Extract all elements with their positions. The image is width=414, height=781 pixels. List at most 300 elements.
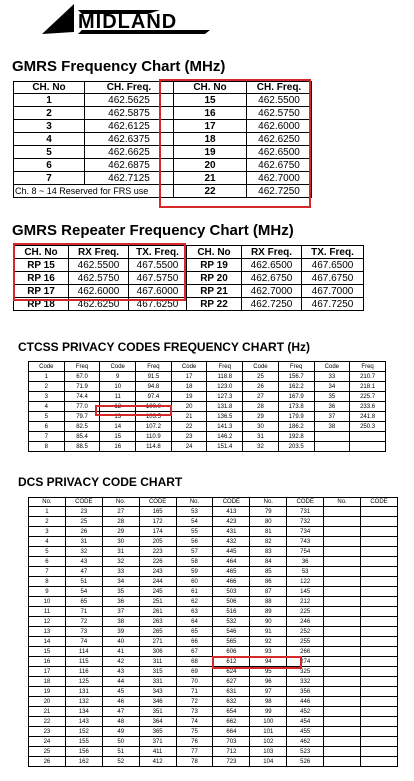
table-cell: 136.5 xyxy=(207,412,243,422)
table-cell xyxy=(324,687,361,697)
table-cell: 2 xyxy=(29,517,66,527)
table-row xyxy=(14,259,364,272)
table-cell xyxy=(314,442,350,452)
table-cell: 107.2 xyxy=(136,422,172,432)
table-cell: 18 xyxy=(29,677,66,687)
table-row xyxy=(29,717,398,727)
column-header: CH. No xyxy=(14,82,85,94)
repeater-title: GMRS Repeater Frequency Chart (MHz) xyxy=(12,222,294,239)
table-cell: 67 xyxy=(176,647,213,657)
table-cell xyxy=(361,617,398,627)
table-cell: 1 xyxy=(29,372,65,382)
table-cell: 411 xyxy=(139,747,176,757)
table-row xyxy=(29,607,398,617)
table-cell: 145 xyxy=(287,587,324,597)
table-cell xyxy=(361,757,398,767)
table-cell: 87 xyxy=(250,587,287,597)
table-cell xyxy=(324,587,361,597)
column-header: CODE xyxy=(139,498,176,507)
table-cell: 35 xyxy=(102,587,139,597)
table-cell: 462.5500 xyxy=(247,94,312,107)
table-cell: 29 xyxy=(243,412,279,422)
table-cell xyxy=(324,627,361,637)
table-cell: 462.6875 xyxy=(85,159,174,172)
table-row xyxy=(29,517,398,527)
table-cell: 516 xyxy=(213,607,250,617)
table-row xyxy=(29,587,398,597)
table-cell xyxy=(314,432,350,442)
table-cell: 6 xyxy=(29,422,65,432)
table-cell: 44 xyxy=(102,677,139,687)
table-cell: 85.4 xyxy=(64,432,100,442)
table-cell: 46 xyxy=(102,697,139,707)
table-row xyxy=(14,285,364,298)
table-cell: 63 xyxy=(176,607,213,617)
table-cell: 226 xyxy=(139,557,176,567)
table-cell: RP 18 xyxy=(14,298,69,311)
table-cell: 73 xyxy=(65,627,102,637)
table-cell: 49 xyxy=(102,727,139,737)
column-header: TX. Freq. xyxy=(302,246,364,259)
table-cell: 462.7250 xyxy=(247,185,312,198)
table-cell: 5 xyxy=(29,412,65,422)
table-cell: 59 xyxy=(176,567,213,577)
table-cell xyxy=(361,537,398,547)
table-cell: 37 xyxy=(102,607,139,617)
table-row xyxy=(29,667,398,677)
table-cell: 1 xyxy=(14,94,85,107)
table-cell: 467.6750 xyxy=(302,272,364,285)
table-cell: 82.5 xyxy=(64,422,100,432)
table-cell: 19 xyxy=(171,392,207,402)
table-cell: 455 xyxy=(287,727,324,737)
table-cell: 454 xyxy=(287,717,324,727)
table-row xyxy=(29,707,398,717)
table-row xyxy=(29,547,398,557)
table-cell: 86 xyxy=(250,577,287,587)
table-cell: 255 xyxy=(287,637,324,647)
table-cell: 664 xyxy=(213,727,250,737)
table-cell: 263 xyxy=(139,617,176,627)
table-cell: 15 xyxy=(174,94,247,107)
table-cell: 311 xyxy=(139,657,176,667)
table-cell: 174 xyxy=(139,527,176,537)
table-cell: 467.6000 xyxy=(129,285,187,298)
table-cell: 203.5 xyxy=(278,442,314,452)
table-cell: 7 xyxy=(14,172,85,185)
table-cell: 26 xyxy=(243,382,279,392)
table-cell: 26 xyxy=(29,757,66,767)
table-row xyxy=(29,412,386,422)
table-cell: 218.1 xyxy=(350,382,386,392)
table-cell xyxy=(361,717,398,727)
table-cell xyxy=(361,747,398,757)
table-cell xyxy=(324,637,361,647)
column-header: Freq xyxy=(207,362,243,372)
table-cell: 27 xyxy=(102,507,139,517)
column-header: No. xyxy=(176,498,213,507)
table-cell xyxy=(361,727,398,737)
table-cell: 462.5500 xyxy=(69,259,129,272)
table-cell: 36 xyxy=(314,402,350,412)
table-cell: 23 xyxy=(171,432,207,442)
table-cell: 11 xyxy=(100,392,136,402)
table-cell: 325 xyxy=(287,667,324,677)
table-cell: 116 xyxy=(65,667,102,677)
table-row xyxy=(14,107,312,120)
table-cell: 179.9 xyxy=(278,412,314,422)
column-header: Code xyxy=(243,362,279,372)
table-cell: 13 xyxy=(100,412,136,422)
table-cell: 43 xyxy=(102,667,139,677)
table-cell: 28 xyxy=(102,517,139,527)
logo-text: MIDLAND xyxy=(78,11,178,33)
table-cell: 315 xyxy=(139,667,176,677)
table-cell: 241.8 xyxy=(350,412,386,422)
table-cell: 20 xyxy=(171,402,207,412)
table-cell xyxy=(350,432,386,442)
table-cell: 631 xyxy=(213,687,250,697)
column-header: Freq xyxy=(64,362,100,372)
table-cell: 95 xyxy=(250,667,287,677)
table-cell xyxy=(361,577,398,587)
table-cell: 23 xyxy=(29,727,66,737)
column-header: No. xyxy=(250,498,287,507)
table-cell: 38 xyxy=(102,617,139,627)
table-cell: 462.5750 xyxy=(247,107,312,120)
table-cell: 88 xyxy=(250,597,287,607)
table-cell: RP 21 xyxy=(187,285,242,298)
table-cell xyxy=(361,607,398,617)
table-cell: 462.6625 xyxy=(85,146,174,159)
table-row xyxy=(29,677,398,687)
table-cell: 546 xyxy=(213,627,250,637)
repeater-frequency-table xyxy=(13,245,364,311)
column-header: Freq xyxy=(350,362,386,372)
table-cell: 9 xyxy=(100,372,136,382)
table-row xyxy=(29,617,398,627)
table-cell: 1 xyxy=(29,507,66,517)
table-cell: 371 xyxy=(139,737,176,747)
table-cell: 8 xyxy=(29,442,65,452)
table-cell xyxy=(361,667,398,677)
table-cell: 22 xyxy=(174,185,247,198)
table-cell: 462.5875 xyxy=(85,107,174,120)
table-cell: 332 xyxy=(287,677,324,687)
table-row xyxy=(14,172,312,185)
header-row xyxy=(14,82,312,94)
table-cell xyxy=(361,707,398,717)
table-cell: 69 xyxy=(176,667,213,677)
table-cell: 210.7 xyxy=(350,372,386,382)
table-cell: 24 xyxy=(29,737,66,747)
table-cell: 25 xyxy=(65,517,102,527)
table-cell: 712 xyxy=(213,747,250,757)
table-cell: 346 xyxy=(139,697,176,707)
table-cell xyxy=(324,747,361,757)
table-cell: 464 xyxy=(213,557,250,567)
table-cell: 743 xyxy=(287,537,324,547)
table-cell: 34 xyxy=(314,382,350,392)
table-cell: 467.5500 xyxy=(129,259,187,272)
table-cell xyxy=(324,577,361,587)
table-cell: 22 xyxy=(29,717,66,727)
table-cell: 36 xyxy=(102,597,139,607)
table-cell: 41 xyxy=(102,647,139,657)
table-cell: 462.6750 xyxy=(242,272,302,285)
table-cell: 48 xyxy=(102,717,139,727)
table-cell: 412 xyxy=(139,757,176,767)
table-cell: 16 xyxy=(100,442,136,452)
table-cell: 14 xyxy=(100,422,136,432)
table-cell: 103 xyxy=(250,747,287,757)
table-cell: 261 xyxy=(139,607,176,617)
table-cell: 306 xyxy=(139,647,176,657)
table-cell xyxy=(361,697,398,707)
table-row xyxy=(14,146,312,159)
table-cell xyxy=(324,547,361,557)
table-cell: 82 xyxy=(250,537,287,547)
column-header: No. xyxy=(324,498,361,507)
table-cell: 13 xyxy=(29,627,66,637)
table-cell: 5 xyxy=(14,146,85,159)
table-cell: 523 xyxy=(287,747,324,757)
table-cell: 53 xyxy=(287,567,324,577)
table-cell: 47 xyxy=(65,567,102,577)
table-row xyxy=(29,507,398,517)
table-cell: 627 xyxy=(213,677,250,687)
table-cell: 723 xyxy=(213,757,250,767)
table-cell xyxy=(361,647,398,657)
table-cell: 503 xyxy=(213,587,250,597)
table-cell: 101 xyxy=(250,727,287,737)
table-cell: 88.5 xyxy=(64,442,100,452)
table-row xyxy=(29,392,386,402)
table-row xyxy=(29,737,398,747)
table-cell: 734 xyxy=(287,527,324,537)
column-header: Code xyxy=(171,362,207,372)
table-cell: 612 xyxy=(213,657,250,667)
table-cell: 351 xyxy=(139,707,176,717)
table-cell: 79 xyxy=(250,507,287,517)
table-cell: 467.7000 xyxy=(302,285,364,298)
table-cell: 32 xyxy=(243,442,279,452)
column-header: Code xyxy=(100,362,136,372)
table-cell: 98 xyxy=(250,697,287,707)
table-cell: 466 xyxy=(213,577,250,587)
table-cell: 102 xyxy=(250,737,287,747)
midland-logo xyxy=(40,2,215,36)
table-row xyxy=(29,557,398,567)
table-cell: 15 xyxy=(29,647,66,657)
table-cell: 446 xyxy=(287,697,324,707)
table-cell: 3 xyxy=(29,392,65,402)
table-cell: 624 xyxy=(213,667,250,677)
column-header: Freq xyxy=(278,362,314,372)
table-row xyxy=(29,527,398,537)
table-cell: 4 xyxy=(29,537,66,547)
table-cell: 343 xyxy=(139,687,176,697)
table-cell: 462.6500 xyxy=(247,146,312,159)
table-cell: 462.5625 xyxy=(85,94,174,107)
table-cell: 89 xyxy=(250,607,287,617)
table-cell: 24 xyxy=(171,442,207,452)
table-cell xyxy=(324,697,361,707)
table-cell: 131.8 xyxy=(207,402,243,412)
table-cell: 127.3 xyxy=(207,392,243,402)
table-cell: 9 xyxy=(29,587,66,597)
table-cell: 55 xyxy=(176,527,213,537)
table-cell: 71.9 xyxy=(64,382,100,392)
table-cell: 271 xyxy=(139,637,176,647)
table-cell: 18 xyxy=(171,382,207,392)
table-cell: 4 xyxy=(29,402,65,412)
table-cell: 123.0 xyxy=(207,382,243,392)
table-cell: 75 xyxy=(176,727,213,737)
table-cell: 74 xyxy=(176,717,213,727)
table-cell: 205 xyxy=(139,537,176,547)
table-cell: RP 22 xyxy=(187,298,242,311)
table-cell: 110.9 xyxy=(136,432,172,442)
table-row xyxy=(14,298,364,311)
table-cell: 16 xyxy=(174,107,247,120)
table-cell: 7 xyxy=(29,567,66,577)
table-cell: 331 xyxy=(139,677,176,687)
table-cell: 462.6000 xyxy=(247,120,312,133)
table-cell: 462.5750 xyxy=(69,272,129,285)
table-cell: 155 xyxy=(65,737,102,747)
table-cell: 26 xyxy=(65,527,102,537)
table-row xyxy=(29,432,386,442)
column-header: CH. No xyxy=(14,246,69,259)
table-cell: 462.6250 xyxy=(69,298,129,311)
table-cell: 225 xyxy=(287,607,324,617)
table-cell: 70 xyxy=(176,677,213,687)
table-cell: 172 xyxy=(139,517,176,527)
column-header: No. xyxy=(102,498,139,507)
table-cell: 245 xyxy=(139,587,176,597)
table-row xyxy=(29,637,398,647)
table-cell: 17 xyxy=(29,667,66,677)
table-cell: 78 xyxy=(176,757,213,767)
table-cell: 246 xyxy=(287,617,324,627)
table-cell xyxy=(361,507,398,517)
table-cell: 15 xyxy=(100,432,136,442)
table-cell xyxy=(361,737,398,747)
table-cell: 94.8 xyxy=(136,382,172,392)
table-cell: 431 xyxy=(213,527,250,537)
table-cell: 19 xyxy=(29,687,66,697)
table-cell: 445 xyxy=(213,547,250,557)
table-cell xyxy=(324,707,361,717)
table-cell: 17 xyxy=(171,372,207,382)
table-cell: 71 xyxy=(65,607,102,617)
table-cell xyxy=(361,687,398,697)
table-row xyxy=(29,647,398,657)
table-cell: RP 19 xyxy=(187,259,242,272)
table-row xyxy=(14,272,364,285)
table-cell: 225.7 xyxy=(350,392,386,402)
table-row xyxy=(29,627,398,637)
table-cell: 34 xyxy=(102,577,139,587)
table-cell: 156.7 xyxy=(278,372,314,382)
table-cell: 162.2 xyxy=(278,382,314,392)
table-cell: 11 xyxy=(29,607,66,617)
table-row xyxy=(29,372,386,382)
table-row xyxy=(14,94,312,107)
table-cell: 39 xyxy=(102,627,139,637)
table-cell: 32 xyxy=(102,557,139,567)
table-cell: 4 xyxy=(14,133,85,146)
table-cell: 462.6125 xyxy=(85,120,174,133)
column-header: Code xyxy=(314,362,350,372)
table-cell: 364 xyxy=(139,717,176,727)
column-header: CH. No xyxy=(174,82,247,94)
table-cell: 365 xyxy=(139,727,176,737)
table-cell: 731 xyxy=(287,507,324,517)
table-cell: 532 xyxy=(213,617,250,627)
table-cell xyxy=(361,527,398,537)
table-cell xyxy=(361,557,398,567)
table-cell xyxy=(350,442,386,452)
table-cell: 35 xyxy=(314,392,350,402)
ctcss-title: CTCSS PRIVACY CODES FREQUENCY CHART (Hz) xyxy=(18,340,311,354)
table-cell: 103.5 xyxy=(136,412,172,422)
table-cell: 2 xyxy=(29,382,65,392)
table-cell: 27 xyxy=(243,392,279,402)
ctcss-code-table xyxy=(28,361,386,452)
table-cell: 122 xyxy=(287,577,324,587)
table-cell: 10 xyxy=(100,382,136,392)
table-cell: 8 xyxy=(29,577,66,587)
table-cell: 80 xyxy=(250,517,287,527)
table-cell: 152 xyxy=(65,727,102,737)
table-cell: 467.5750 xyxy=(129,272,187,285)
table-cell: 462.6500 xyxy=(242,259,302,272)
table-cell: 100.0 xyxy=(136,402,172,412)
table-cell: 50 xyxy=(102,737,139,747)
table-cell: 662 xyxy=(213,717,250,727)
table-cell: 165 xyxy=(139,507,176,517)
table-cell xyxy=(361,657,398,667)
table-cell xyxy=(324,737,361,747)
table-cell: 192.8 xyxy=(278,432,314,442)
header-row xyxy=(14,246,364,259)
table-cell: 28 xyxy=(243,402,279,412)
table-cell: 54 xyxy=(65,587,102,597)
table-cell: 81 xyxy=(250,527,287,537)
table-cell xyxy=(324,757,361,767)
table-row xyxy=(29,697,398,707)
table-cell: 14 xyxy=(29,637,66,647)
table-cell: 58 xyxy=(176,557,213,567)
table-cell: 71 xyxy=(176,687,213,697)
table-row xyxy=(14,133,312,146)
table-cell xyxy=(324,677,361,687)
table-cell: 23 xyxy=(65,507,102,517)
table-cell: 65 xyxy=(176,627,213,637)
column-header: CODE xyxy=(361,498,398,507)
table-cell: 96 xyxy=(250,677,287,687)
table-cell: 77 xyxy=(176,747,213,757)
table-cell: 467.6500 xyxy=(302,259,364,272)
table-cell: 43 xyxy=(65,557,102,567)
table-cell: 462.7000 xyxy=(242,285,302,298)
table-cell: 162 xyxy=(65,757,102,767)
table-cell: 156 xyxy=(65,747,102,757)
table-cell xyxy=(324,717,361,727)
table-cell: 37 xyxy=(314,412,350,422)
